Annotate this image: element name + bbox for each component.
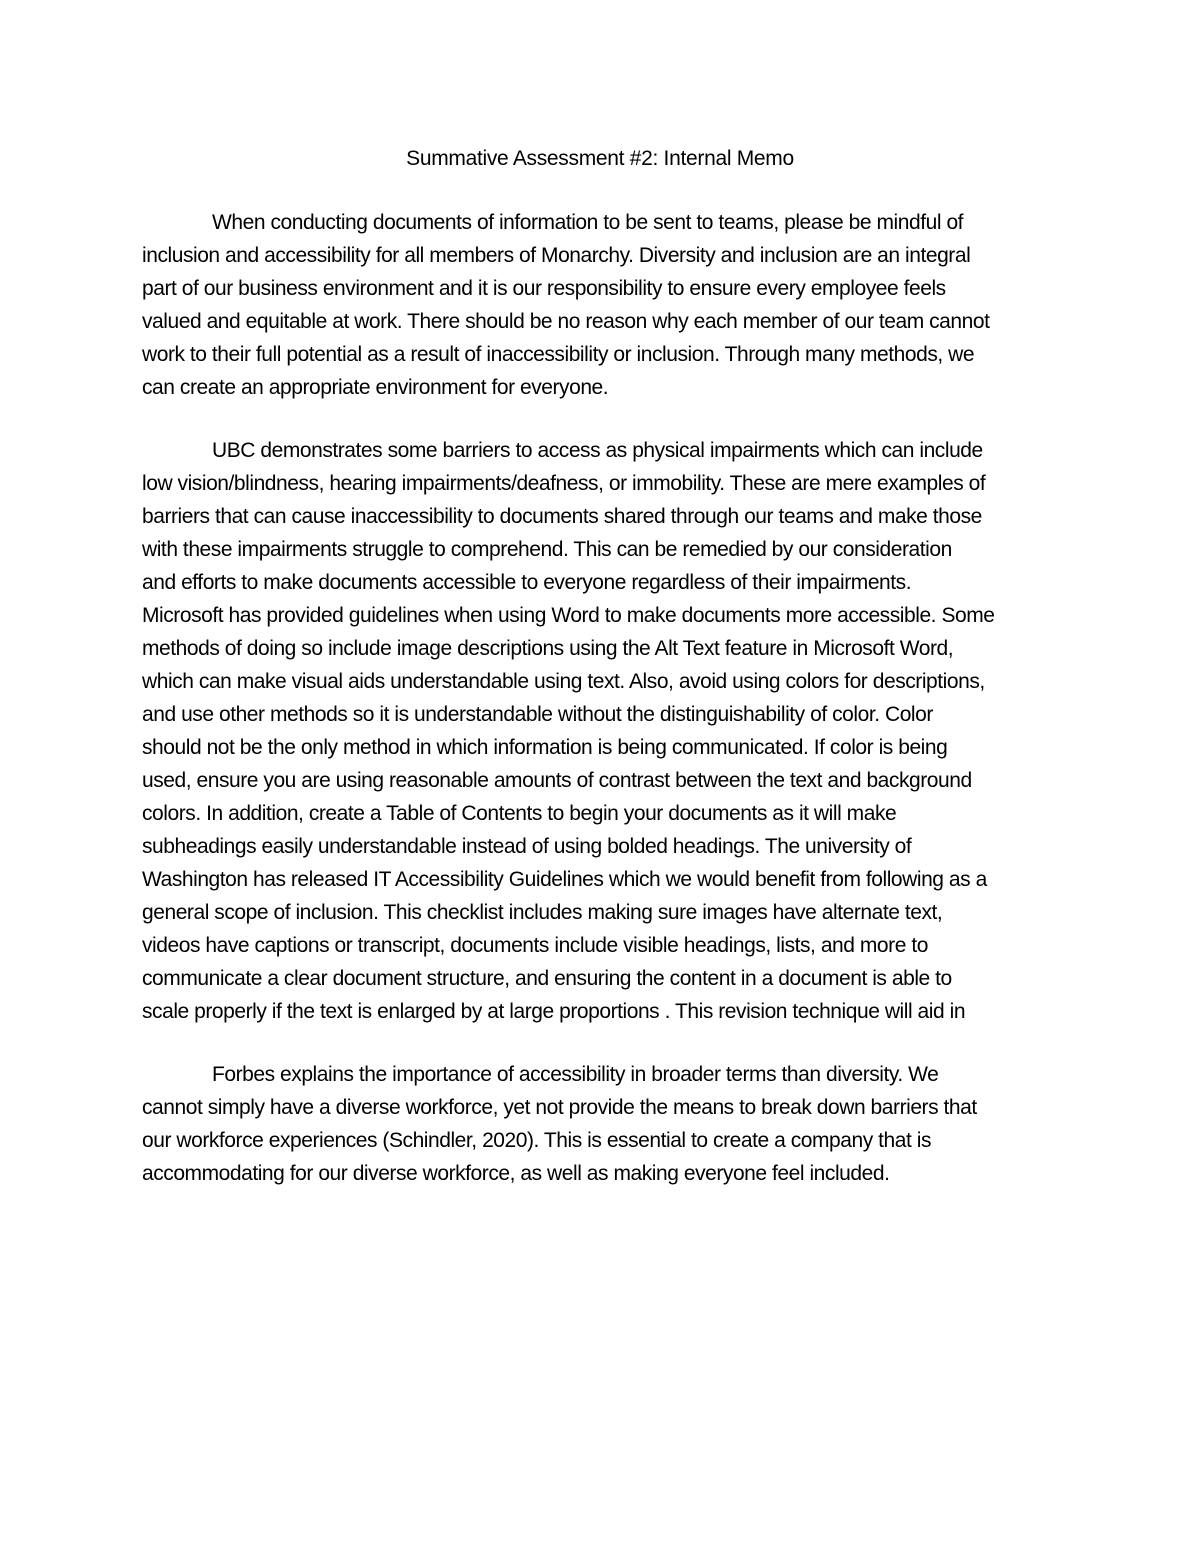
paragraph-line: communicate a clear document structure, and ensuring the content in a document is able to xyxy=(142,967,952,990)
paragraph-line: videos have captions or transcript, documents include visible headings, lists, and more to xyxy=(142,934,928,957)
paragraph-line: low vision/blindness, hearing impairments/deafness, or immobility. These are mere examples of xyxy=(142,472,986,495)
paragraph-line: barriers that can cause inaccessibility to documents shared through our teams and make those xyxy=(142,505,982,528)
paragraph-line: general scope of inclusion. This checklist includes making sure images have alternate text, xyxy=(142,901,943,924)
paragraph-line: used, ensure you are using reasonable amounts of contrast between the text and background xyxy=(142,769,972,792)
paragraph-2 xyxy=(142,434,1072,1028)
paragraph-line: valued and equitable at work. There should be no reason why each member of our team cannot xyxy=(142,310,990,333)
paragraph-line: When conducting documents of information to be sent to teams, please be mindful of xyxy=(212,211,964,234)
paragraph-line: scale properly if the text is enlarged by at large proportions . This revision technique will aid in xyxy=(142,1000,966,1023)
paragraph-line: part of our business environment and it is our responsibility to ensure every employee feels xyxy=(142,277,946,300)
paragraph-1 xyxy=(142,206,1072,404)
paragraph-line: accommodating for our diverse workforce, as well as making everyone feel included. xyxy=(142,1162,890,1185)
paragraph-line: cannot simply have a diverse workforce, yet not provide the means to break down barriers that xyxy=(142,1096,977,1119)
paragraph-line: Forbes explains the importance of accessibility in broader terms than diversity. We xyxy=(212,1063,939,1086)
paragraph-line: subheadings easily understandable instead of using bolded headings. The university of xyxy=(142,835,912,858)
paragraph-line: colors. In addition, create a Table of Contents to begin your documents as it will make xyxy=(142,802,897,825)
document-title: Summative Assessment #2: Internal Memo xyxy=(406,147,794,170)
paragraph-line: methods of doing so include image descriptions using the Alt Text feature in Microsoft Word, xyxy=(142,637,954,660)
paragraph-line: inclusion and accessibility for all members of Monarchy. Diversity and inclusion are an integral xyxy=(142,244,971,267)
paragraph-line: UBC demonstrates some barriers to access as physical impairments which can include xyxy=(212,439,983,462)
paragraph-line: and use other methods so it is understandable without the distinguishability of color. Color xyxy=(142,703,933,726)
paragraph-line: Washington has released IT Accessibility Guidelines which we would benefit from following as a xyxy=(142,868,987,891)
paragraph-line: can create an appropriate environment for everyone. xyxy=(142,376,609,399)
paragraph-line: should not be the only method in which information is being communicated. If color is being xyxy=(142,736,948,759)
paragraph-line: which can make visual aids understandable using text. Also, avoid using colors for descriptions, xyxy=(142,670,985,693)
paragraph-3 xyxy=(142,1058,1072,1190)
paragraph-line: and efforts to make documents accessible to everyone regardless of their impairments. xyxy=(142,571,912,594)
paragraph-line: our workforce experiences (Schindler, 2020). This is essential to create a company that is xyxy=(142,1129,932,1152)
paragraph-line: with these impairments struggle to comprehend. This can be remedied by our consideration xyxy=(142,538,952,561)
paragraph-line: work to their full potential as a result of inaccessibility or inclusion. Through many methods, we xyxy=(142,343,975,366)
paragraph-line: Microsoft has provided guidelines when using Word to make documents more accessible. Some xyxy=(142,604,995,627)
